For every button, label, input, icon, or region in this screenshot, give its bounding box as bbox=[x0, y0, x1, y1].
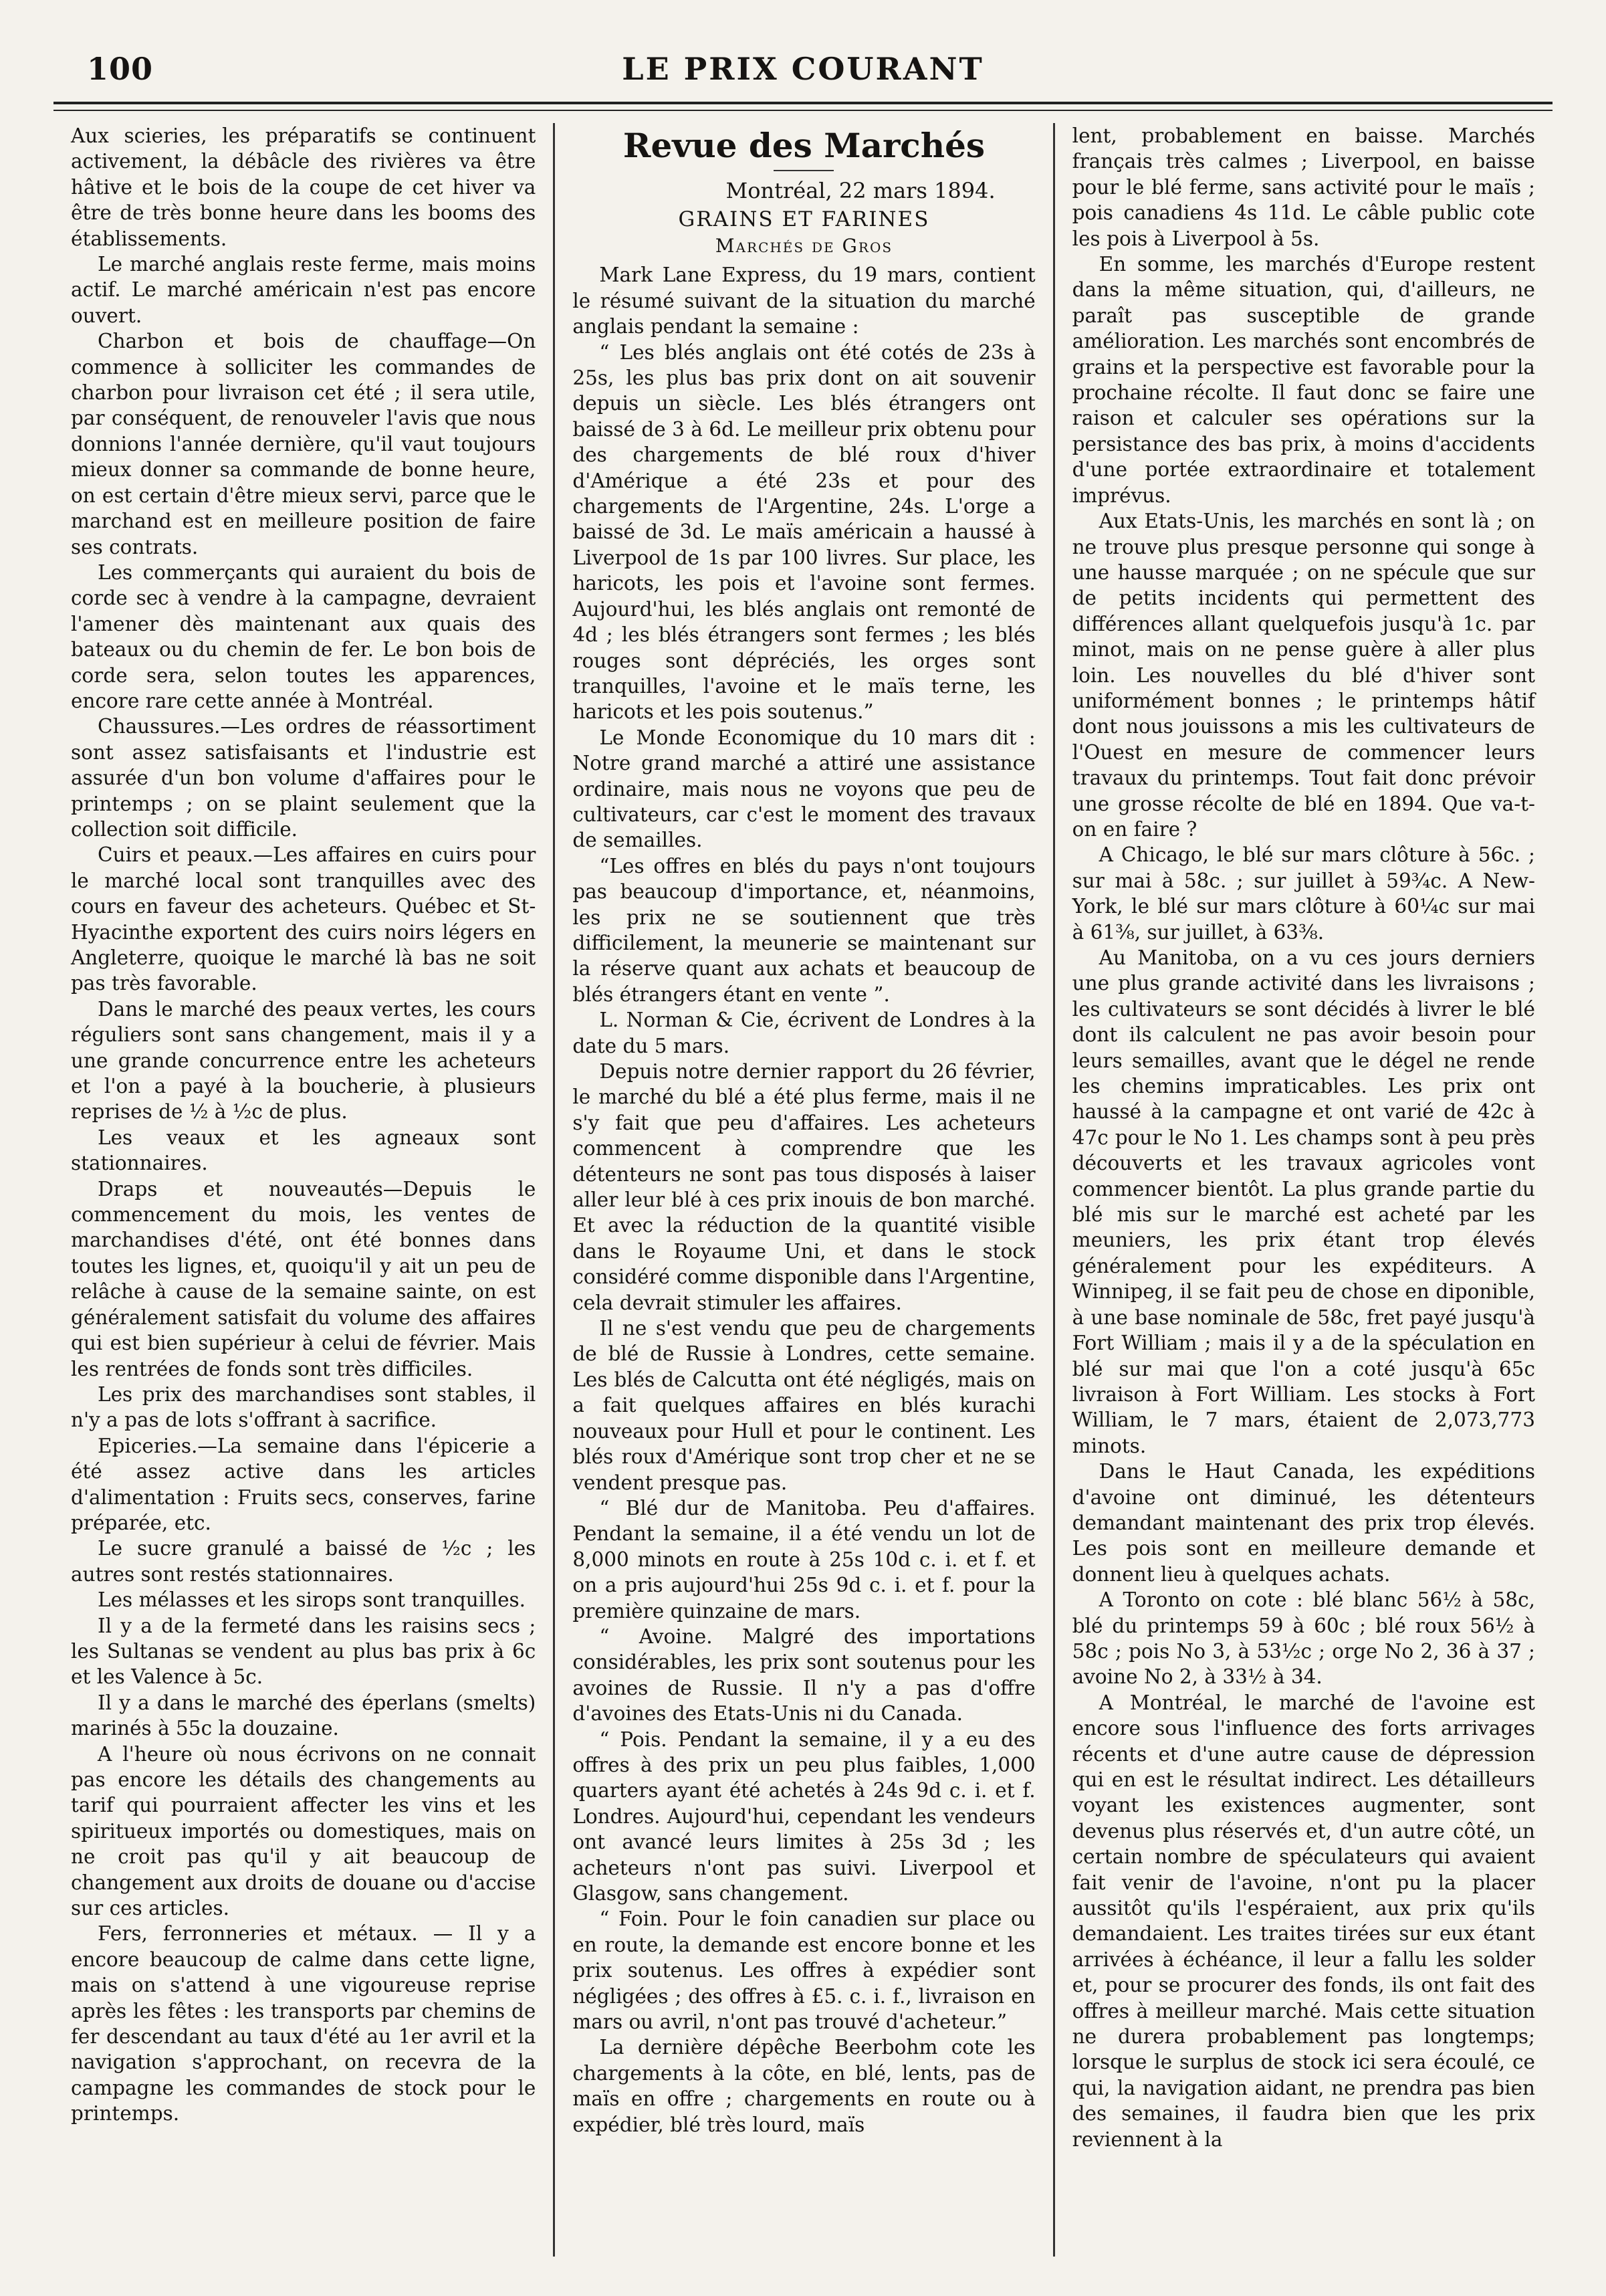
subhead-small: Marchés de Gros bbox=[715, 235, 893, 257]
column-2 bbox=[553, 123, 1052, 2257]
paragraph: Le sucre granulé a baissé de ½c ; les autres sont restés stationnaires. bbox=[71, 1537, 536, 1586]
paragraph: La dernière dépêche Beerbohm cote les chargements à la côte, en blé, lents, pas de maïs en offre ; chargements en route ou à expédier, blé très lourd, maïs bbox=[572, 2036, 1036, 2136]
dateline: Montréal, 22 mars 1894. bbox=[725, 178, 996, 203]
paragraph: A l'heure où nous écrivons on ne connait pas encore les détails des changements au tarif qui pourraient affecter les vins et les spiritueux importés ou domestiques, mais on ne croit pas qu'il y ait beaucoup de changement aux droits de douane ou d'accise sur ces articles. bbox=[71, 1742, 536, 1920]
paragraph: L. Norman & Cie, écrivent de Londres à la date du 5 mars. bbox=[572, 1009, 1036, 1057]
paragraph: Le marché anglais reste ferme, mais moins actif. Le marché américain n'est pas encore ouvert. bbox=[71, 253, 536, 327]
column-1 bbox=[53, 123, 553, 2257]
paragraph: “Les offres en blés du pays n'ont toujours pas beaucoup d'importance, et, néanmoins, les prix ne se soutiennent que très difficilement, la meunerie se maintenant sur la réserve quant aux achats et beaucoup de blés étrangers étant en vente ”. bbox=[572, 854, 1036, 1006]
header-rule bbox=[53, 102, 1553, 111]
paragraph: lent, probablement en baisse. Marchés français très calmes ; Liverpool, en baisse pour le blé ferme, sans activité pour le maïs ; pois canadiens 4s 11d. Le câble public cote les pois à Liverpool à 5s. bbox=[1072, 124, 1535, 250]
title-rule bbox=[774, 170, 834, 171]
paragraph: Les mélasses et les sirops sont tranquilles. bbox=[98, 1588, 526, 1612]
paragraph: Draps et nouveautés—Depuis le commencement du mois, les ventes de marchandises d'été, ont été bonnes dans toutes les lignes, et, quoiqu'il y ait un peu de relâche à cause de la semaine sainte, on est généralement satisfait du volume des affaires qui est bien supérieur à celui de février. Mais les rentrées de fonds sont très difficiles. bbox=[71, 1177, 536, 1380]
paragraph: Depuis notre dernier rapport du 26 février, le marché du blé a été plus ferme, mais il ne s'y fait que peu d'affaires. Les acheteurs commencent à comprendre que les détenteurs ne sont pas tous disposés à laiser aller leur blé à ces prix inouis de bon marché. Et avec la réduction de la quantité visible dans le Royaume Uni, et dans le stock considéré comme disponible dans l'Argentine, cela devrait stimuler les affaires. bbox=[572, 1060, 1036, 1314]
paragraph: Les prix des marchandises sont stables, il n'y a pas de lots s'offrant à sacrifice. bbox=[71, 1382, 536, 1432]
column-3 bbox=[1053, 123, 1553, 2257]
page-number: 100 bbox=[87, 51, 154, 87]
paragraph: A Chicago, le blé sur mars clôture à 56c. ; sur mai à 58c. ; sur juillet à 59¾c. A New-York, le blé sur mars clôture à 60¼c sur mai à 61⅜, sur juillet, à 63⅜. bbox=[1072, 843, 1535, 944]
paragraph: Aux scieries, les préparatifs se continuent activement, la débâcle des rivières va être hâtive et le bois de la coupe de cet hiver va être de très bonne heure dans les booms des établissements. bbox=[71, 124, 536, 250]
paragraph: Chaussures.—Les ordres de réassortiment sont assez satisfaisants et l'industrie est assurée d'un bon volume d'affaires pour le printemps ; on se plaint seulement que la collection soit difficile. bbox=[71, 715, 536, 841]
page-header bbox=[53, 45, 1553, 99]
paragraph: “ Avoine. Malgré des importations considérables, les prix sont soutenus pour les avoines de Russie. Il n'y a pas d'offre d'avoines des Etats-Unis ni du Canada. bbox=[572, 1625, 1036, 1726]
paragraph: Dans le Haut Canada, les expéditions d'avoine ont diminué, les détenteurs demandant maintenant des prix trop élevés. Les pois sont en meilleure demande et donnent lieu à quelques achats. bbox=[1072, 1460, 1535, 1586]
paragraph: Les veaux et les agneaux sont stationnaires. bbox=[71, 1126, 536, 1175]
paragraph: Le Monde Economique du 10 mars dit : Notre grand marché a attiré une assistance ordinaire, mais nous ne voyons que peu de cultivateurs, car c'est le moment des travaux de semailles. bbox=[572, 726, 1036, 852]
paragraph: Les commerçants qui auraient du bois de corde sec à vendre à la campagne, devraient l'amener dès maintenant aux quais des bateaux ou du chemin de fer. Le bon bois de corde sera, selon toutes les apparences, encore rare cette année à Montréal. bbox=[71, 560, 536, 712]
paragraph: Il ne s'est vendu que peu de chargements de blé de Russie à Londres, cette semaine. Les blés de Calcutta ont été négligés, mais on a fait quelques affaires en blés kurachi nouveaux pour Hull et pour le continent. Les blés roux d'Amérique sont trop cher et ne se vendent presque pas. bbox=[572, 1317, 1036, 1494]
paragraph: Mark Lane Express, du 19 mars, contient le résumé suivant de la situation du marché anglais pendant la semaine : bbox=[572, 264, 1036, 338]
paragraph: “ Blé dur de Manitoba. Peu d'affaires. Pendant la semaine, il a été vendu un lot de 8,000 minots en route à 25s 10d c. i. et f. et on a pris aujourd'hui 25s 9d c. i. et f. pour la première quinzaine de mars. bbox=[572, 1496, 1036, 1623]
paragraph: Fers, ferronneries et métaux. — Il y a encore beaucoup de calme dans cette ligne, mais on s'attend à une vigoureuse reprise après les fêtes : les transports par chemins de fer descendant au taux d'été au 1er avril et la navigation s'approchant, on recevra de la campagne les commandes de stock pour le printemps. bbox=[71, 1922, 536, 2125]
paragraph: Il y a de la fermeté dans les raisins secs ; les Sultanas se vendent au plus bas prix à 6c et les Valence à 5c. bbox=[71, 1614, 536, 1689]
paragraph: “ Pois. Pendant la semaine, il y a eu des offres à des prix un peu plus faibles, 1,000 quarters ayant été achetés à 24s 9d c. i. et f. Londres. Aujourd'hui, cependant les vendeurs ont avancé leurs limites à 25s 3d ; les acheteurs n'ont pas suivi. Liverpool et Glasgow, sans changement. bbox=[572, 1728, 1036, 1905]
section-title: Revue des Marchés bbox=[622, 126, 986, 165]
article-columns bbox=[53, 123, 1553, 2257]
paragraph: “ Foin. Pour le foin canadien sur place ou en route, la demande est encore bonne et les prix soutenus. Les offres à expédier sont négligées ; des offres à £5. c. i. f., livraison en mars ou avril, n'ont pas trouvé d'acheteur.” bbox=[572, 1907, 1036, 2034]
paragraph: Au Manitoba, on a vu ces jours derniers une plus grande activité dans les livraisons ; les cultivateurs se sont décidés à livrer le blé dont ils calculent ne pas avoir besoin pour leurs semailles, avant que le dégel ne rende les chemins impraticables. Les prix ont haussé à la campagne et ont varié de 42c à 47c pour le No 1. Les champs sont à peu près découverts et les travaux agricoles vont commencer bientôt. La plus grande partie du blé mis sur le marché est acheté par les meuniers, les prix étant trop élevés généralement pour les expéditeurs. A Winnipeg, il se fait peu de chose en diponible, à une base nominale de 58c, fret payé jusqu'à Fort William ; mais il y a de la spéculation en blé sur mai que l'on a coté jusqu'à 65c livraison à Fort William. Les stocks à Fort William, le 7 mars, étaient de 2,073,773 minots. bbox=[1072, 946, 1535, 1457]
paragraph: Dans le marché des peaux vertes, les cours réguliers sont sans changement, mais il y a une grande concurrence entre les acheteurs et l'on a payé à la boucherie, à plusieurs reprises de ½ à ½c de plus. bbox=[71, 997, 536, 1124]
paragraph: A Toronto on cote : blé blanc 56½ à 58c, blé du printemps 59 à 60c ; blé roux 56½ à 58c ; pois No 3, à 53½c ; orge No 2, 36 à 37 ; avoine No 2, à 33½ à 34. bbox=[1072, 1588, 1535, 1689]
paragraph: En somme, les marchés d'Europe restent dans la même situation, qui, d'ailleurs, ne paraît pas susceptible de grande amélioration. Les marchés sont encombrés de grains et la perspective est favorable pour la prochaine récolte. Il faut donc se faire une raison et calculer ses opérations sur la persistance des bas prix, à moins d'accidents d'une portée extraordinaire et totalement imprévus. bbox=[1072, 253, 1535, 507]
paragraph: Aux Etats-Unis, les marchés en sont là ; on ne trouve plus presque personne qui songe à une hausse marquée ; on ne spécule que sur de petits incidents qui permettent des différences allant quelquefois jusqu'à 1c. par minot, mais on ne pense guère à aller plus loin. Les nouvelles du blé d'hiver sont uniformément bonnes ; le printemps hâtif dont nous jouissons a mis les cultivateurs de l'Ouest en mesure de commencer leurs travaux du printemps. Tout fait donc prévoir une grosse récolte de blé en 1894. Que va-t-on en faire ? bbox=[1072, 510, 1535, 841]
paragraph: Charbon et bois de chauffage—On commence à solliciter les commandes de charbon pour livraison cet été ; il sera utile, par conséquent, de renouveler l'avis que nous donnions l'année dernière, qu'il vaut toujours mieux donner sa commande de bonne heure, on est certain d'être mieux servi, parce que le marchand est en meilleure position de faire ses contrats. bbox=[71, 330, 536, 558]
paragraph: A Montréal, le marché de l'avoine est encore sous l'influence des forts arrivages récents et d'une autre cause de dépression qui en est le résultat indirect. Les détailleurs voyant les existences augmenter, sont devenus plus réservés et, d'un autre côté, un certain nombre de spéculateurs qui avaient fait venir de l'avoine, n'ont pu la placer aussitôt qu'ils l'espéraient, aux prix qu'ils demandaient. Les traites tirées sur eux étant arrivées à échéance, il leur a fallu les solder et, pour se procurer des fonds, ils ont fait des offres à meilleur marché. Mais cette situation ne durera probablement pas longtemps; lorsque le surplus de stock ici sera écoulé, ce qui, la navigation aidant, ne prendra pas bien des semaines, il faudra bien que les prix reviennent à la bbox=[1072, 1691, 1535, 2151]
paragraph: Epiceries.—La semaine dans l'épicerie a été assez active dans les articles d'alimentation : Fruits secs, conserves, farine préparée, etc. bbox=[71, 1434, 536, 1534]
subhead: GRAINS ET FARINES bbox=[678, 207, 930, 232]
journal-title: LE PRIX COURANT bbox=[622, 51, 984, 87]
paragraph: Cuirs et peaux.—Les affaires en cuirs pour le marché local sont tranquilles avec des cours en faveur des acheteurs. Québec et St-Hyacinthe exportent des cuirs noirs légers en Angleterre, quoique le marché là bas ne soit pas très favorable. bbox=[71, 843, 536, 995]
paragraph: Il y a dans le marché des éperlans (smelts) marinés à 55c la douzaine. bbox=[71, 1691, 536, 1740]
paragraph: “ Les blés anglais ont été cotés de 23s à 25s, les plus bas prix dont on ait souvenir depuis un siècle. Les blés étrangers ont baissé de 3 à 6d. Le meilleur prix obtenu pour des chargements de blé roux d'hiver d'Amérique a été 23s et pour des chargements de l'Argentine, 24s. L'orge a baissé de 3d. Le maïs américain a haussé à Liverpool de 1s par 100 livres. Sur place, les haricots, les pois et l'avoine sont fermes. Aujourd'hui, les blés anglais ont remonté de 4d ; les blés étrangers sont fermes ; les blés rouges sont dépréciés, les orges sont tranquilles, l'avoine et le maïs terne, les haricots et les pois soutenus.” bbox=[572, 340, 1036, 724]
